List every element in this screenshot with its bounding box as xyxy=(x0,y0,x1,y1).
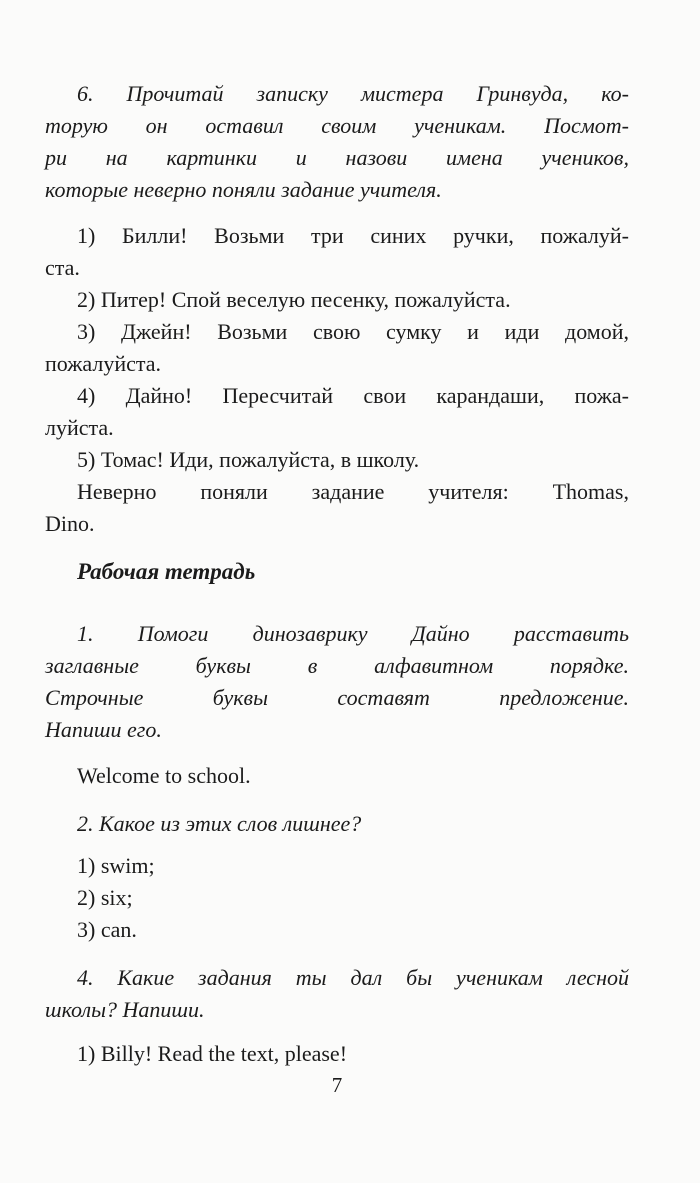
task-6-answers xyxy=(45,220,629,540)
book-page xyxy=(45,78,629,1070)
answer-line: луйста. xyxy=(45,415,114,440)
answer-line: ста. xyxy=(45,255,80,280)
answer-line: Dino. xyxy=(45,511,95,536)
answer-line: 5) Томас! Иди, пожалуйста, в школу. xyxy=(77,447,420,472)
task-1-line: Строчные буквы составят предложение. xyxy=(45,685,629,710)
task-1-line: 1. Помоги динозаврику Дайно расставить xyxy=(77,621,629,646)
task-1-answer: Welcome to school. xyxy=(77,763,251,788)
answer-line: 4) Дайно! Пересчитай свои карандаши, пожа- xyxy=(77,383,629,408)
task-6-line: 6. Прочитай записку мистера Гринвуда, ко- xyxy=(77,81,629,106)
answer-line: пожалуйста. xyxy=(45,351,162,376)
task-6-line: которые неверно поняли задание учителя. xyxy=(45,177,442,202)
task-6-prompt xyxy=(45,78,629,206)
answer-line: 3) Джейн! Возьми свою сумку и иди домой, xyxy=(77,319,629,344)
task-6-line: торую он оставил своим ученикам. Посмот- xyxy=(45,113,629,138)
task-2-prompt: 2. Какое из этих слов лишнее? xyxy=(77,811,362,836)
answer-line: 1) Билли! Возьми три синих ручки, пожалуй- xyxy=(77,223,629,248)
task-4-prompt xyxy=(45,962,629,1026)
answer-line: 2) six; xyxy=(77,885,133,910)
task-2-answers xyxy=(45,850,629,946)
task-1-line: Напиши его. xyxy=(45,717,162,742)
task-1-line: заглавные буквы в алфавитном порядке. xyxy=(45,653,629,678)
page-number: 7 xyxy=(331,1073,343,1097)
task-4-answer: 1) Billy! Read the text, please! xyxy=(77,1041,348,1066)
task-6-line: ри на картинки и назови имена учеников, xyxy=(45,145,629,170)
section-heading: Рабочая тетрадь xyxy=(77,559,256,584)
answer-line: Неверно поняли задание учителя: Thomas, xyxy=(77,479,629,504)
answer-line: 1) swim; xyxy=(77,853,155,878)
task-4-line: школы? Напиши. xyxy=(45,997,205,1022)
answer-line: 2) Питер! Спой веселую песенку, пожалуйста. xyxy=(77,287,511,312)
answer-line: 3) can. xyxy=(77,917,137,942)
task-4-line: 4. Какие задания ты дал бы ученикам лесной xyxy=(77,965,629,990)
task-1-prompt xyxy=(45,618,629,746)
